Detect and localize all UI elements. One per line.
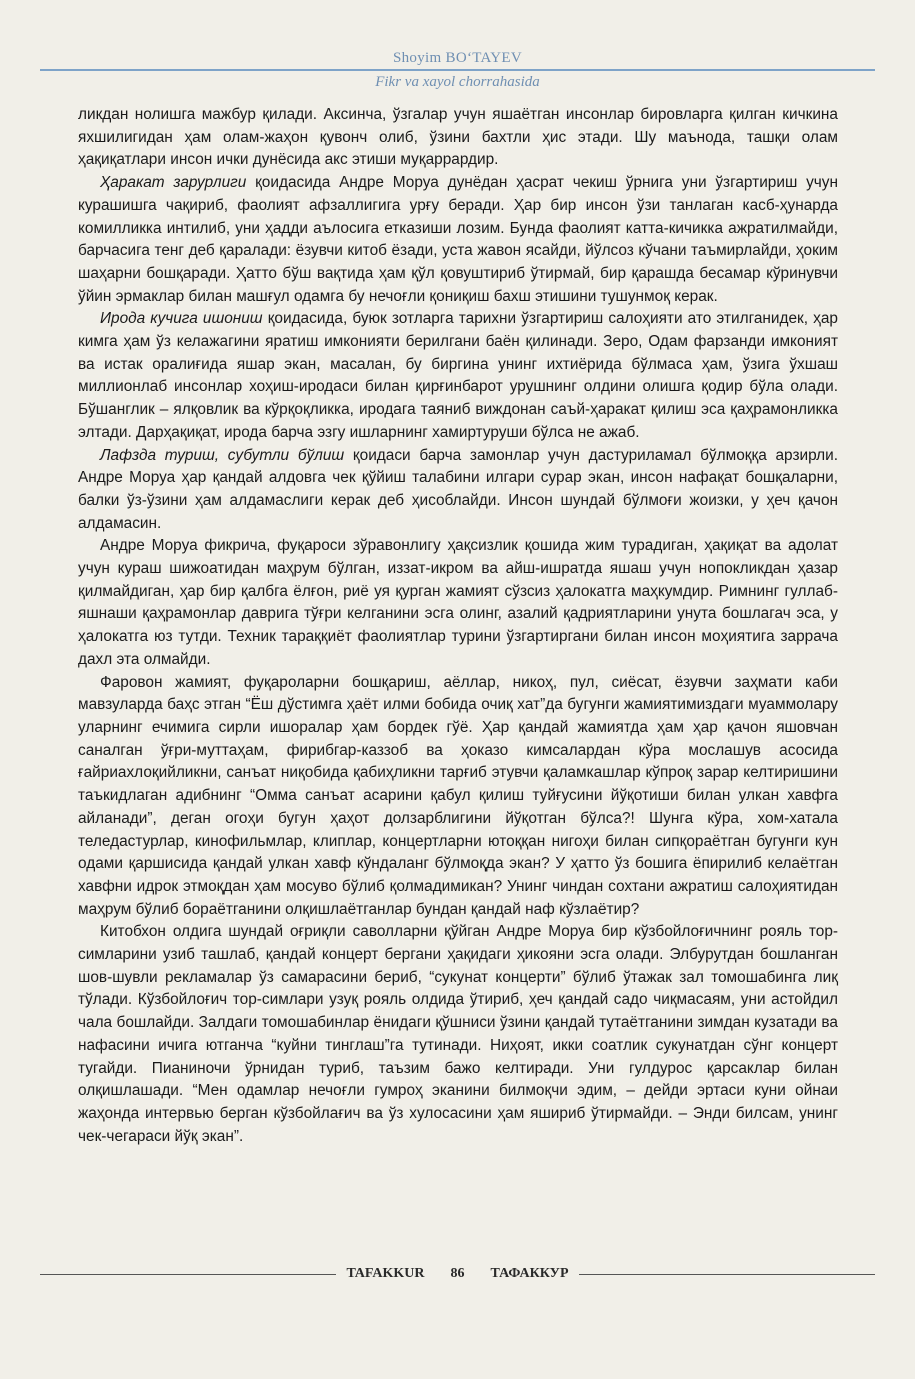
paragraph-4 — [78, 445, 838, 536]
paragraph-7-text: Китобхон олдига шундай оғриқли саволларни қўйган Андре Моруа бир кўзбойлоғичнинг рояль тор-симларини узиб ташлаб, қандай концерт бергани ҳақидаги ҳикояни эсга олади. Элбурутдан бошланган шов-шувли рекламалар ўз самарасини бериб, “сукунат концерти” бўлиб ўтажак зал томошабинга лиқ тўлади. Кўзбойлоғич тор-симлари узуқ рояль олдида ўтириб, ҳеч қандай садо чиқмасаям, уни астойдил чала бошлайди. Залдаги томошабинлар ёнидаги қўшниси ўзини қандай тутаётганини зимдан кузатади ва нафасини ичига ютганча “куйни тинглаш”га тутинади. Ниҳоят, икки соатлик сукунатдан сўнг концерт тугайди. Пианиночи ўрнидан туриб, таъзим бажо келтиради. Уни гулдурос қарсаклар билан олқишлашади. “Мен одамлар нечоғли гумроҳ эканини билмоқчи эдим, – дейди эртаси куни ойнаи жаҳонда интервью берган кўзбойлағич ва ўз хулосасини ҳам яшириб ўтирмайди. – Энди билсам, унинг чек-чегараси йўқ экан”. — [78, 923, 838, 1145]
footer-rule-right — [579, 1274, 875, 1275]
footer-journal-cyrillic: ТАФАККУР — [490, 1266, 569, 1281]
paragraph-3 — [78, 308, 838, 444]
paragraph-1-text: ликдан нолишга мажбур қилади. Аксинча, ўзгалар учун яшаётган инсонлар бировларга қилган кичкина яхшилигидан ҳам олам-жаҳон қувонч олиб, ўзини бахтли ҳис этади. Шу маънода, ташқи олам ҳақиқатлари инсон ички дунёсида акс этиши муқаррардир. — [78, 106, 838, 169]
paragraph-4-emphasis: Лафзда туриш, субутли бўлиш — [100, 446, 345, 464]
footer-journal-latin: TAFAKKUR — [346, 1266, 425, 1281]
paragraph-3-emphasis: Ирода кучига ишониш — [100, 310, 263, 328]
paragraph-2-text: қоидасида Андре Моруа дунёдан ҳасрат чекиш ўрнига уни ўзгартириш учун курашишга чақириб, фаолият афзаллигига урғу беради. Ҳар бир инсон ўзи танлаган касб-ҳунарда комилликка интилиб, уни ҳадди аълосига етказиши лозим. Бунда фаолият катта-кичикка ажратилмайди, барчасига тенг деб қаралади: ёзувчи китоб ёзади, уста жавон ясайди, йўлсоз кўчани таъмирлайди, ҳоким шаҳарни бошқаради. Ҳатто бўш вақтида ҳам қўл қовуштириб ўтирмай, бир қарашда бесамар кўринувчи ўйин эрмаклар билан машғул одамга бу нечоғли қониқиш бахш этишини тушунмоқ керак. — [78, 174, 838, 305]
header-rule — [40, 69, 875, 71]
header-author: Shoyim BO‘TAYEV — [392, 50, 522, 66]
paragraph-5-text: Андре Моруа фикрича, фуқароси зўравонлигу ҳақсизлик қошида жим турадиган, ҳақиқат ва адолат учун кураш шижоатидан маҳрум бўлган, иззат-икром ва айш-ишратда яшаш учун нопокликдан ҳазар қилмайдиган, ҳар бир қалбга ёлғон, риё уя қурган жамият сўзсиз ҳалокатга маҳкумдир. Римнинг гуллаб-яшнаши қаҳрамонлар даврига тўғри келганини эсга олинг, азалий қадриятларини унута бошлагач эса, у ҳалокатга юз тутди. Техник тараққиёт фаолиятлар турини ўзгартиргани билан инсон моҳиятига заррача дахл эта олмайди. — [78, 537, 838, 668]
page-number: 86 — [450, 1266, 465, 1281]
paragraph-7 — [78, 921, 838, 1148]
page-footer — [40, 1266, 875, 1282]
paragraph-6 — [78, 672, 838, 922]
paragraph-5 — [78, 535, 838, 671]
paragraph-4-text: қоидаси барча замонлар учун дастуриламал бўлмоққа арзирли. Андре Моруа ҳар қандай алдовга чек қўйиш талабини илгари сурар экан, инсон нафақат бошқаларни, балки ўз-ўзини ҳам алдамаслиги керак деб ҳисоблайди. Инсон шундай бўлмоғи жоизки, у ҳеч қачон алдамасин. — [78, 446, 838, 532]
paragraph-3-text: қоидасида, буюк зотларга тарихни ўзгартириш салоҳияти ато этилганидек, ҳар кимга ҳам ўз келажагини яратиш имконияти берилгани баён қилинади. Зеро, Одам фарзанди имконият ва истак оралиғида яшар экан, масалан, бу биргина унинг ихтиёрида бўлмаса ҳам, ўзига ўхшаш миллионлаб инсонлар хоҳиш-иродаси билан қирғинбарот урушнинг олдини олишга қодир бўла олади. Бўшанглик – ялқовлик ва кўрқоқликка, иродага таяниб виждонан саъй-ҳаракат қилиш эса қаҳрамонликка элтади. Дарҳақиқат, ирода барча эзгу ишларнинг хамиртуруши бўлса не ажаб. — [78, 310, 838, 441]
header-title: Fikr va xayol chorrahasida — [375, 74, 540, 90]
running-header — [40, 48, 875, 91]
paragraph-1 — [78, 104, 838, 172]
paragraph-2-emphasis: Ҳаракат зарурлиги — [100, 174, 247, 192]
paragraph-6-text: Фаровон жамият, фуқароларни бошқариш, аёллар, никоҳ, пул, сиёсат, ёзувчи заҳмати каби мавзуларда баҳс этган “Ёш дўстимга ҳаёт илми бобида очиқ хат”да бугунги жамиятимиздаги муаммолару уларнинг ечимига сирли ишоралар ҳам бордек гўё. Ҳар қандай жамиятда ҳам ҳар қачон яшовчан саналган ўғри-муттаҳам, фирибгар-каззоб ва ҳоказо кимсалардан кўра мослашув асосида ғайриахлоқийликни, санъат ниқобида қабиҳликни тарғиб этувчи қаламкашлар кўпроқ зарар келтиришини таъкидлаган адибнинг “Омма санъат асарини қабул қилиш туйғусини йўқотиши билан улкан хавфга айланади”, деган огоҳи бугун ҳаҳот долзарблигини йўқотган бўлса?! Шунга кўра, хом-хатала теледастурлар, кинофильмлар, клиплар, концертларни ютоққан нигоҳи билан сипқораётган бугунги кун одами қаршисида қандай улкан хавф кўндаланг бўлмоқда экан? У ҳатто ўз бошига ёпирилиб келаётган хавфни идрок этмоқдан ҳам мосуво бўлиб қолмадимикан? Унинг чиндан сохтани ажратиш салоҳиятидан маҳрум бўлиб бораётганини олқишлаётганлар бундан қандай наф кўзлаётир? — [78, 673, 838, 918]
paragraph-2 — [78, 172, 838, 308]
article-body — [78, 104, 838, 1148]
footer-rule-left — [40, 1274, 336, 1275]
